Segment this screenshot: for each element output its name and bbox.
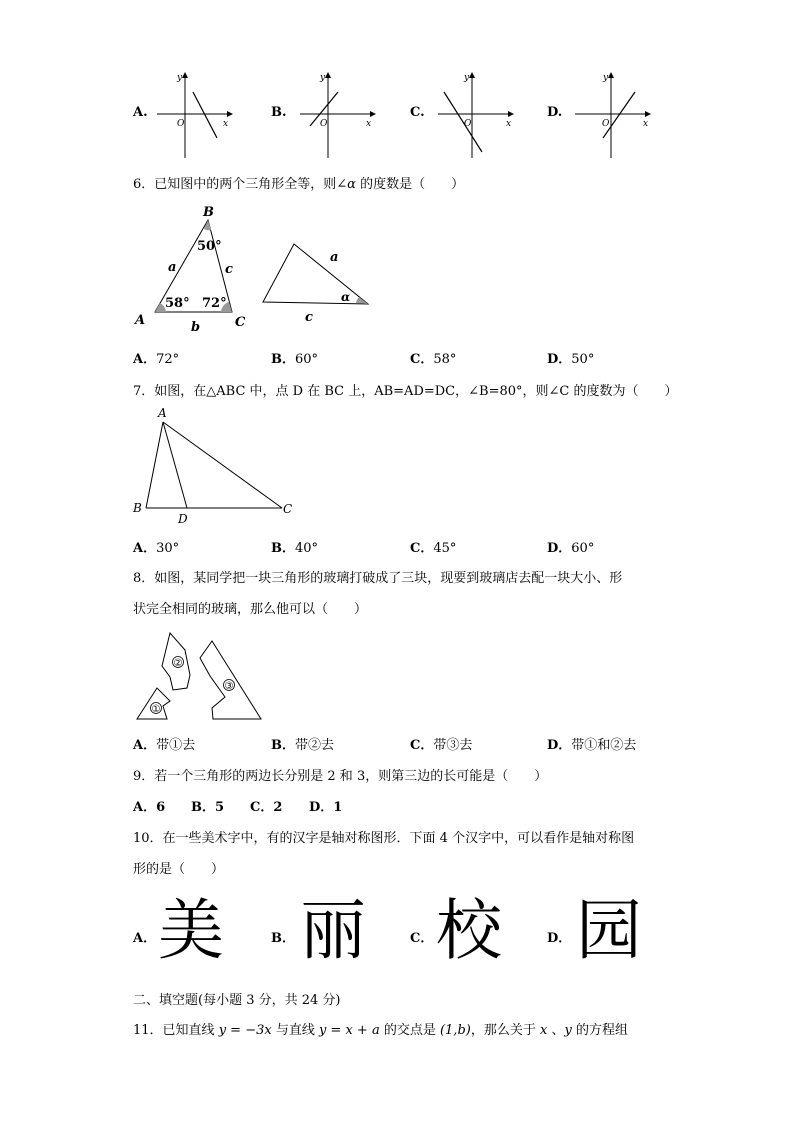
- origin-label: O: [177, 119, 185, 129]
- q10-stem-line2: 形的是（ ）: [133, 862, 225, 877]
- q9-stem: 9．若一个三角形的两边长分别是 2 和 3，则第三边的长可能是（ ）: [133, 769, 548, 784]
- option-value: 45°: [433, 541, 457, 556]
- option-value: 50°: [571, 352, 595, 367]
- q6-stem: [133, 173, 464, 192]
- q7-figure: [130, 405, 300, 525]
- option-letter: C．: [410, 541, 434, 556]
- option-value: 60°: [295, 352, 319, 367]
- q11-equation-2: y = x + a: [318, 1023, 380, 1038]
- q6-stem-text: 6．已知图中的两个三角形全等，则∠: [133, 177, 348, 192]
- q7-stem: 7．如图，在△ABC 中，点 D 在 BC 上，AB=AD=DC，∠B=80°，则∠C 的度数为（ ）: [133, 384, 678, 399]
- q6-t2-side-c: c: [305, 310, 313, 325]
- q6-angle-B: 50°: [197, 239, 222, 254]
- q6-t2-alpha: α: [341, 290, 351, 304]
- q11-equation-1: y = −3x: [218, 1023, 272, 1038]
- q5-graph-d: [573, 68, 663, 158]
- q10-option-d-letter[interactable]: D．: [547, 931, 572, 946]
- q7-option-c[interactable]: [410, 537, 456, 556]
- q7-option-b[interactable]: [271, 537, 318, 556]
- option-letter: B．: [271, 352, 295, 367]
- option-value: 6: [156, 800, 166, 815]
- q6-option-d[interactable]: [547, 348, 594, 367]
- q6-angle-A: 58°: [165, 296, 190, 311]
- option-letter: A．: [133, 738, 157, 753]
- q8-option-c[interactable]: [410, 734, 472, 753]
- q7-option-a[interactable]: [133, 537, 179, 556]
- option-value: 带①和②去: [571, 738, 637, 753]
- q9-option-c[interactable]: [250, 796, 282, 815]
- q8-stem-line1: 8．如图，某同学把一块三角形的玻璃打破成了三块，现要到玻璃店去配一块大小、形: [133, 571, 623, 586]
- q10-option-c-char: 校: [436, 892, 502, 969]
- q5-option-d-letter: D.: [547, 105, 563, 120]
- q11-text-5: 、: [547, 1023, 565, 1038]
- q6-stem-end: 的度数是（ ）: [355, 177, 465, 192]
- q5-graph-b: [298, 68, 388, 158]
- q11-var-y: y: [564, 1023, 572, 1038]
- section-heading: 二、填空题(每小题 3 分，共 24 分): [133, 993, 341, 1008]
- q6-option-a[interactable]: [133, 348, 179, 367]
- option-letter: D．: [547, 352, 572, 367]
- q6-label-A: A: [135, 313, 146, 328]
- q8-stem-line2: 状完全相同的玻璃，那么他可以（ ）: [133, 602, 368, 617]
- q6-label-C: C: [235, 315, 246, 330]
- option-letter: D．: [309, 800, 334, 815]
- q11-text-1: 11．已知直线: [133, 1023, 219, 1038]
- q6-side-c: c: [225, 262, 233, 277]
- q6-option-c[interactable]: [410, 348, 456, 367]
- y-axis-label: y: [603, 73, 609, 83]
- q6-angle-C: 72°: [202, 296, 227, 311]
- q7-label-D: D: [178, 512, 188, 526]
- origin-label: O: [464, 119, 472, 129]
- y-axis-label: y: [320, 73, 326, 83]
- option-value: 1: [333, 800, 343, 815]
- q5-option-b-letter: B.: [271, 105, 287, 120]
- q10-option-b-char: 丽: [300, 892, 366, 969]
- x-axis-label: x: [366, 119, 372, 129]
- q6-t2-side-a: a: [330, 250, 339, 265]
- q7-label-C: C: [283, 502, 293, 516]
- option-value: 30°: [156, 541, 180, 556]
- q9-option-a[interactable]: [133, 796, 165, 815]
- option-letter: B．: [191, 800, 215, 815]
- q7-option-d[interactable]: [547, 537, 594, 556]
- q5-option-c-letter: C.: [410, 105, 425, 120]
- q5-option-a-letter: A.: [133, 105, 148, 120]
- q8-label-3: ③: [224, 681, 234, 692]
- x-axis-label: x: [506, 119, 512, 129]
- q11-var-x: x: [539, 1023, 548, 1038]
- q8-label-2: ②: [173, 658, 183, 669]
- option-letter: B．: [271, 541, 295, 556]
- option-value: 60°: [571, 541, 595, 556]
- q10-option-a-letter[interactable]: A．: [133, 931, 157, 946]
- q6-figure: [130, 200, 380, 335]
- x-axis-label: x: [223, 119, 229, 129]
- q10-option-a-char: 美: [158, 892, 224, 969]
- q8-option-b[interactable]: [271, 734, 334, 753]
- q11-text-3: 的交点是: [379, 1023, 440, 1038]
- option-letter: D．: [547, 541, 572, 556]
- option-value: 2: [273, 800, 283, 815]
- option-letter: A．: [133, 800, 157, 815]
- origin-label: O: [320, 119, 328, 129]
- q10-option-c-letter[interactable]: C．: [410, 931, 434, 946]
- q5-graph-a: [155, 68, 245, 158]
- x-axis-label: x: [643, 119, 649, 129]
- q10-option-d-char: 园: [576, 892, 642, 969]
- q10-stem-line1: 10．在一些美术字中，有的汉字是轴对称图形．下面 4 个汉字中，可以看作是轴对称图: [133, 831, 635, 846]
- q11-text-6: 的方程组: [571, 1023, 628, 1038]
- option-value: 带①去: [156, 738, 196, 753]
- y-axis-label: y: [464, 73, 470, 83]
- q7-label-A: A: [158, 406, 167, 420]
- origin-label: O: [602, 119, 610, 129]
- q6-side-b: b: [191, 320, 201, 335]
- q6-alpha: α: [347, 177, 356, 192]
- option-letter: A．: [133, 541, 157, 556]
- option-value: 带③去: [433, 738, 473, 753]
- q11-text-4: ，那么关于: [470, 1023, 540, 1038]
- option-value: 58°: [433, 352, 457, 367]
- option-value: 带②去: [295, 738, 335, 753]
- q11-point: (1,b): [439, 1023, 471, 1038]
- option-letter: D．: [547, 738, 572, 753]
- option-letter: C．: [410, 738, 434, 753]
- option-value: 5: [215, 800, 225, 815]
- option-value: 72°: [156, 352, 180, 367]
- option-letter: C．: [250, 800, 274, 815]
- q7-label-B: B: [133, 501, 142, 515]
- q8-label-1: ①: [151, 704, 161, 715]
- q8-option-a[interactable]: [133, 734, 195, 753]
- q6-side-a: a: [168, 260, 177, 275]
- q11-text-2: 与直线: [271, 1023, 319, 1038]
- y-axis-label: y: [177, 73, 183, 83]
- q6-option-b[interactable]: [271, 348, 318, 367]
- q5-graph-c: [436, 68, 526, 158]
- q10-option-b-letter[interactable]: B．: [271, 931, 295, 946]
- option-value: 40°: [295, 541, 319, 556]
- q8-option-d[interactable]: [547, 734, 636, 753]
- option-letter: C．: [410, 352, 434, 367]
- q6-label-B: B: [203, 205, 214, 220]
- q9-option-b[interactable]: [191, 796, 224, 815]
- q9-option-d[interactable]: [309, 796, 342, 815]
- q8-figure: [130, 628, 270, 728]
- option-letter: A．: [133, 352, 157, 367]
- option-letter: B．: [271, 738, 295, 753]
- q11-stem: [133, 1019, 628, 1038]
